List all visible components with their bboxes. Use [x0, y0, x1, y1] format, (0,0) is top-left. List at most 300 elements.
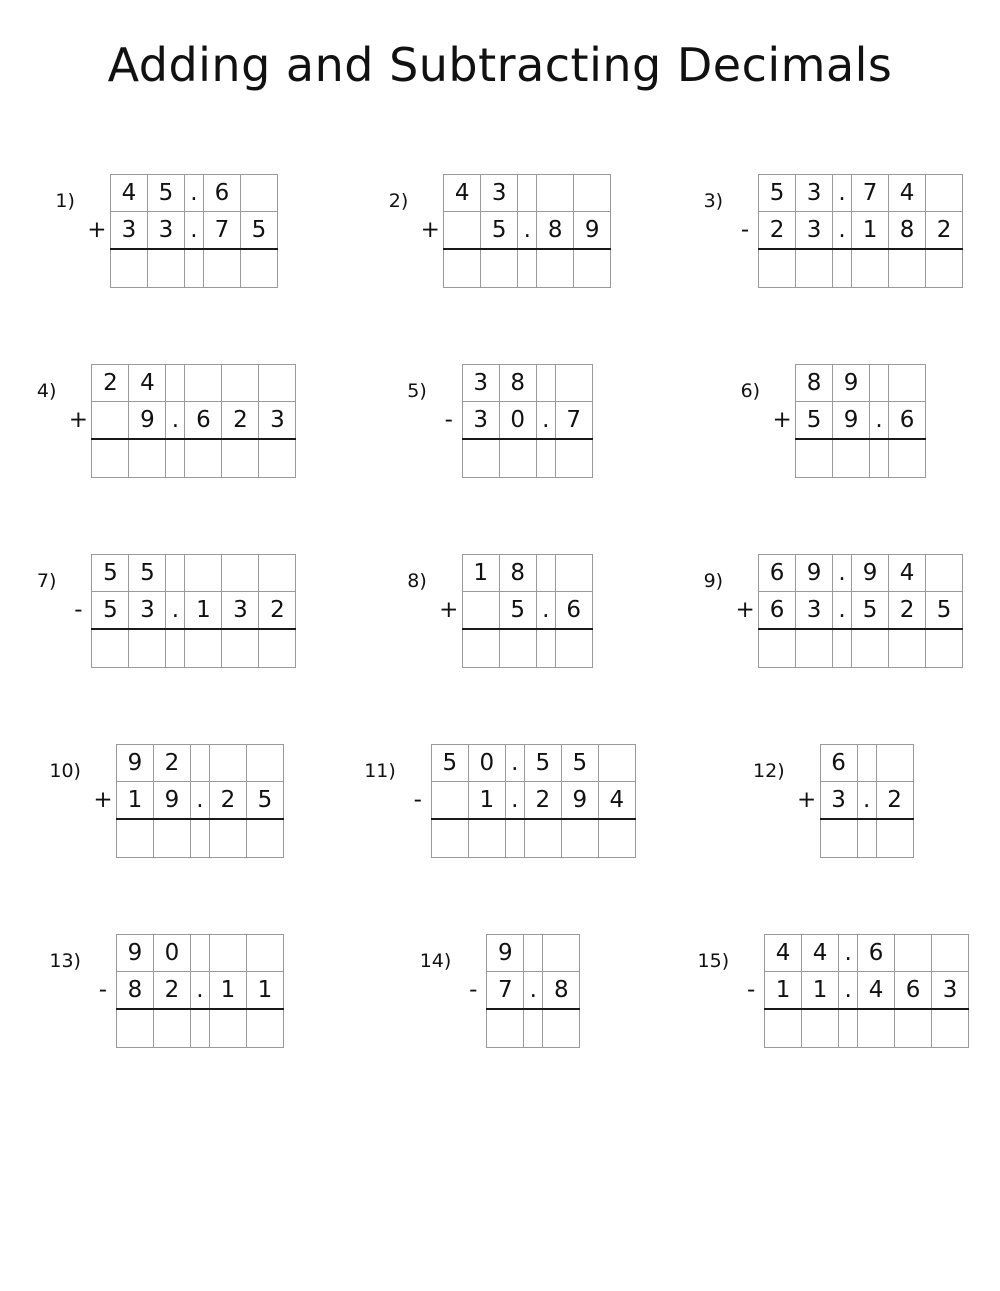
bottom-operand-cell: 5 [796, 402, 833, 440]
top-operand-cell: 5 [92, 555, 129, 592]
answer-cell[interactable] [759, 249, 796, 288]
bottom-operand-cell: . [536, 592, 555, 630]
answer-cell[interactable] [153, 819, 190, 858]
bottom-operand-cell: 0 [499, 402, 536, 440]
top-operand-row [436, 365, 593, 402]
bottom-operand-cell: 7 [203, 212, 240, 250]
top-operand-cell: 1 [462, 555, 499, 592]
bottom-operand-cell: 1 [468, 782, 505, 820]
problem-inner [741, 364, 927, 478]
top-operand-row [436, 555, 593, 592]
answer-cell[interactable] [555, 439, 592, 478]
answer-cell[interactable] [536, 439, 555, 478]
operator-spacer [436, 555, 463, 592]
answer-cell[interactable] [153, 1009, 190, 1048]
top-operand-cell: 7 [852, 175, 889, 212]
answer-cell[interactable] [203, 249, 240, 288]
top-operand-cell: 2 [92, 365, 129, 402]
answer-cell[interactable] [92, 629, 129, 668]
answer-cell[interactable] [833, 249, 852, 288]
problem-inner [389, 174, 612, 288]
answer-cell[interactable] [190, 819, 209, 858]
top-operand-cell [555, 365, 592, 402]
answer-cell[interactable] [876, 819, 913, 858]
vertical-sum-table [436, 364, 593, 478]
bottom-operand-cell: 7 [487, 972, 524, 1010]
top-operand-cell [870, 365, 889, 402]
answer-cell[interactable] [839, 1009, 858, 1048]
answer-cell[interactable] [209, 819, 246, 858]
top-operand-cell [536, 365, 555, 402]
answer-row[interactable] [65, 629, 296, 668]
bottom-operand-cell: . [870, 402, 889, 440]
top-operand-cell [895, 935, 932, 972]
answer-cell[interactable] [796, 629, 833, 668]
answer-cell[interactable] [858, 1009, 895, 1048]
operator-sign: - [444, 407, 453, 434]
top-operand-cell [543, 935, 580, 972]
bottom-operand-cell: 9 [574, 212, 611, 250]
top-operand-cell: . [184, 175, 203, 212]
answer-cell[interactable] [481, 249, 518, 288]
bottom-operand-cell: 1 [185, 592, 222, 630]
answer-row-spacer [436, 439, 463, 478]
operator-spacer [769, 365, 796, 402]
bottom-operand-cell: . [833, 212, 852, 250]
answer-cell[interactable] [444, 249, 481, 288]
bottom-operand-cell: 6 [185, 402, 222, 440]
top-operand-cell [536, 555, 555, 592]
answer-cell[interactable] [889, 439, 926, 478]
top-operand-row [65, 555, 296, 592]
answer-row[interactable] [794, 819, 914, 858]
problem-number: 5) [407, 380, 427, 402]
bottom-operand-cell: 5 [240, 212, 277, 250]
problem-number: 11) [364, 760, 396, 782]
top-operand-cell [246, 935, 283, 972]
problem [667, 164, 1000, 354]
bottom-operand-cell: . [166, 592, 185, 630]
answer-cell[interactable] [802, 1009, 839, 1048]
bottom-operand-cell: 3 [462, 402, 499, 440]
bottom-operand-cell: 6 [759, 592, 796, 630]
bottom-operand-cell: . [857, 782, 876, 820]
operator-spacer [405, 745, 432, 782]
operator-spacer [90, 935, 117, 972]
problem-number: 6) [740, 380, 761, 402]
bottom-operand-cell: 2 [524, 782, 561, 820]
answer-cell[interactable] [833, 439, 870, 478]
answer-row[interactable] [732, 629, 963, 668]
problem-inner [698, 934, 970, 1048]
vertical-sum-table [769, 364, 926, 478]
bottom-operand-cell: 3 [259, 402, 296, 440]
bottom-operand-row [794, 782, 914, 820]
problem-inner [407, 554, 593, 668]
answer-row[interactable] [436, 629, 593, 668]
answer-cell[interactable] [222, 629, 259, 668]
top-operand-row [405, 745, 636, 782]
top-operand-cell: 4 [444, 175, 481, 212]
operator-spacer [417, 175, 444, 212]
answer-cell[interactable] [110, 249, 147, 288]
bottom-operand-row [417, 212, 611, 250]
answer-cell[interactable] [116, 1009, 153, 1048]
answer-cell[interactable] [796, 249, 833, 288]
answer-row-spacer [65, 439, 92, 478]
bottom-operand-cell: 7 [555, 402, 592, 440]
page-title: Adding and Subtracting Decimals [107, 38, 893, 92]
top-operand-cell: 6 [820, 745, 857, 782]
problem-number: 8) [407, 570, 427, 592]
top-operand-cell: 0 [468, 745, 505, 782]
answer-row-spacer [90, 819, 117, 858]
operator-spacer [732, 555, 759, 592]
bottom-operand-cell: . [190, 972, 209, 1010]
answer-row-spacer [460, 1009, 487, 1048]
bottom-operand-cell: . [833, 592, 852, 630]
answer-cell[interactable] [129, 629, 166, 668]
answer-cell[interactable] [518, 249, 537, 288]
answer-row[interactable] [417, 249, 611, 288]
vertical-sum-table [732, 174, 963, 288]
answer-cell[interactable] [431, 819, 468, 858]
answer-cell[interactable] [765, 1009, 802, 1048]
answer-cell[interactable] [259, 629, 296, 668]
bottom-operand-cell: 9 [833, 402, 870, 440]
answer-row-spacer [65, 629, 92, 668]
answer-row[interactable] [738, 1009, 969, 1048]
problem-inner [49, 744, 284, 858]
answer-row-spacer [732, 629, 759, 668]
bottom-operand-cell: 6 [555, 592, 592, 630]
top-operand-cell [524, 935, 543, 972]
bottom-operand-cell: 8 [116, 972, 153, 1010]
bottom-operand-row [65, 592, 296, 630]
bottom-operand-cell: . [190, 782, 209, 820]
answer-row[interactable] [405, 819, 636, 858]
operator-spacer [65, 555, 92, 592]
bottom-operand-cell [462, 592, 499, 630]
answer-cell[interactable] [462, 439, 499, 478]
top-operand-cell [876, 745, 913, 782]
bottom-operand-cell: 2 [259, 592, 296, 630]
top-operand-cell [246, 745, 283, 782]
answer-row-spacer [769, 439, 796, 478]
answer-cell[interactable] [857, 819, 876, 858]
answer-row-spacer [405, 819, 432, 858]
answer-row[interactable] [732, 249, 963, 288]
bottom-operand-cell: 4 [598, 782, 635, 820]
problem [0, 164, 333, 354]
top-operand-cell: 5 [524, 745, 561, 782]
answer-cell[interactable] [222, 439, 259, 478]
top-operand-cell: 9 [116, 745, 153, 782]
top-operand-cell [222, 555, 259, 592]
bottom-operand-row [65, 402, 296, 440]
vertical-sum-table [90, 744, 284, 858]
answer-cell[interactable] [561, 819, 598, 858]
operator-sign: + [68, 407, 89, 434]
problem-number: 3) [703, 190, 724, 212]
answer-cell[interactable] [129, 439, 166, 478]
answer-row[interactable] [65, 439, 296, 478]
bottom-operand-cell [431, 782, 468, 820]
top-operand-cell [574, 175, 611, 212]
bottom-operand-cell: . [184, 212, 203, 250]
bottom-operand-cell: 3 [796, 592, 833, 630]
answer-cell[interactable] [895, 1009, 932, 1048]
answer-cell[interactable] [926, 629, 963, 668]
bottom-operand-cell: 2 [926, 212, 963, 250]
bottom-operand-cell: 1 [765, 972, 802, 1010]
bottom-operand-cell: . [518, 212, 537, 250]
top-operand-cell [537, 175, 574, 212]
answer-cell[interactable] [246, 819, 283, 858]
answer-cell[interactable] [209, 1009, 246, 1048]
bottom-operand-cell: . [839, 972, 858, 1010]
answer-row[interactable] [84, 249, 278, 288]
answer-cell[interactable] [147, 249, 184, 288]
operator-sign: - [469, 977, 478, 1004]
vertical-sum-table [90, 934, 284, 1048]
top-operand-cell: 9 [852, 555, 889, 592]
vertical-sum-table [460, 934, 580, 1048]
top-operand-cell: 6 [858, 935, 895, 972]
bottom-operand-cell: 4 [858, 972, 895, 1010]
bottom-operand-cell: 1 [802, 972, 839, 1010]
top-operand-cell: 3 [796, 175, 833, 212]
bottom-operand-cell: 3 [796, 212, 833, 250]
answer-cell[interactable] [462, 629, 499, 668]
vertical-sum-table [732, 554, 963, 668]
problem-number: 1) [55, 190, 75, 212]
top-operand-row [417, 175, 611, 212]
answer-cell[interactable] [574, 249, 611, 288]
top-operand-cell: 5 [129, 555, 166, 592]
problem-number: 2) [388, 190, 409, 212]
top-operand-cell: 5 [431, 745, 468, 782]
answer-cell[interactable] [166, 629, 185, 668]
top-operand-cell: 5 [759, 175, 796, 212]
problem [333, 924, 666, 1114]
answer-cell[interactable] [259, 439, 296, 478]
problem [333, 544, 666, 734]
problems-grid [0, 164, 1000, 1114]
problem [0, 734, 333, 924]
problem-inner [37, 364, 297, 478]
operator-sign: - [98, 977, 108, 1004]
operator-sign: + [772, 407, 792, 434]
bottom-operand-cell: 9 [561, 782, 598, 820]
top-operand-cell: 4 [889, 175, 926, 212]
bottom-operand-row [732, 212, 963, 250]
answer-cell[interactable] [116, 819, 153, 858]
bottom-operand-cell: 9 [129, 402, 166, 440]
bottom-operand-cell: 1 [246, 972, 283, 1010]
operator-sign: + [87, 217, 107, 244]
top-operand-cell: 6 [759, 555, 796, 592]
answer-cell[interactable] [92, 439, 129, 478]
problem [0, 924, 333, 1114]
bottom-operand-cell: 6 [895, 972, 932, 1010]
bottom-operand-cell: . [505, 782, 524, 820]
top-operand-row [769, 365, 926, 402]
bottom-operand-cell: 3 [110, 212, 147, 250]
answer-cell[interactable] [524, 819, 561, 858]
bottom-operand-cell: 5 [926, 592, 963, 630]
problem-inner [704, 174, 964, 288]
problem-number: 15) [697, 950, 730, 972]
vertical-sum-table [84, 174, 278, 288]
problem-number: 14) [419, 950, 452, 972]
top-operand-row [65, 365, 296, 402]
top-operand-cell [166, 555, 185, 592]
answer-cell[interactable] [190, 1009, 209, 1048]
bottom-operand-row [732, 592, 963, 630]
operator-spacer [65, 365, 92, 402]
operator-spacer [90, 745, 117, 782]
bottom-operand-cell: 2 [759, 212, 796, 250]
top-operand-cell [259, 555, 296, 592]
answer-cell[interactable] [796, 439, 833, 478]
bottom-operand-cell: 1 [209, 972, 246, 1010]
answer-cell[interactable] [246, 1009, 283, 1048]
answer-row-spacer [794, 819, 821, 858]
answer-cell[interactable] [598, 819, 635, 858]
top-operand-cell [166, 365, 185, 402]
answer-cell[interactable] [166, 439, 185, 478]
bottom-operand-cell: 5 [852, 592, 889, 630]
top-operand-cell [190, 745, 209, 782]
answer-cell[interactable] [889, 249, 926, 288]
bottom-operand-cell: 8 [537, 212, 574, 250]
bottom-operand-row [436, 402, 593, 440]
top-operand-cell: 8 [499, 365, 536, 402]
answer-cell[interactable] [543, 1009, 580, 1048]
answer-cell[interactable] [852, 629, 889, 668]
problem [333, 164, 666, 354]
bottom-operand-cell: 3 [222, 592, 259, 630]
operator-spacer [794, 745, 821, 782]
operator-sign: + [420, 217, 440, 244]
problem-inner [55, 174, 278, 288]
top-operand-cell: 2 [153, 745, 190, 782]
top-operand-cell: . [833, 555, 852, 592]
vertical-sum-table [405, 744, 636, 858]
vertical-sum-table [794, 744, 914, 858]
problem-number: 9) [703, 570, 724, 592]
answer-cell[interactable] [240, 249, 277, 288]
bottom-operand-cell: 5 [246, 782, 283, 820]
bottom-operand-cell: . [524, 972, 543, 1010]
problem [0, 544, 333, 734]
top-operand-cell [240, 175, 277, 212]
answer-cell[interactable] [820, 819, 857, 858]
top-operand-row [732, 555, 963, 592]
answer-cell[interactable] [870, 439, 889, 478]
top-operand-cell [926, 555, 963, 592]
top-operand-row [90, 745, 284, 782]
bottom-operand-cell: 2 [876, 782, 913, 820]
bottom-operand-row [460, 972, 580, 1010]
bottom-operand-cell [92, 402, 129, 440]
answer-cell[interactable] [536, 629, 555, 668]
answer-cell[interactable] [555, 629, 592, 668]
bottom-operand-cell: 5 [92, 592, 129, 630]
vertical-sum-table [65, 364, 296, 478]
answer-cell[interactable] [524, 1009, 543, 1048]
answer-row-spacer [84, 249, 111, 288]
answer-cell[interactable] [932, 1009, 969, 1048]
answer-row[interactable] [460, 1009, 580, 1048]
top-operand-cell: . [839, 935, 858, 972]
bottom-operand-cell: 6 [889, 402, 926, 440]
operator-spacer [84, 175, 111, 212]
operator-sign: - [74, 597, 83, 624]
bottom-operand-cell: 5 [499, 592, 536, 630]
top-operand-cell: 8 [499, 555, 536, 592]
top-operand-cell: 6 [203, 175, 240, 212]
answer-cell[interactable] [852, 249, 889, 288]
top-operand-cell [932, 935, 969, 972]
answer-cell[interactable] [926, 249, 963, 288]
operator-spacer [460, 935, 487, 972]
top-operand-row [90, 935, 284, 972]
answer-cell[interactable] [487, 1009, 524, 1048]
top-operand-cell: 9 [116, 935, 153, 972]
vertical-sum-table [436, 554, 593, 668]
bottom-operand-cell: 3 [147, 212, 184, 250]
answer-row[interactable] [90, 819, 284, 858]
bottom-operand-row [769, 402, 926, 440]
answer-cell[interactable] [185, 439, 222, 478]
answer-cell[interactable] [184, 249, 203, 288]
problem [333, 734, 666, 924]
bottom-operand-row [436, 592, 593, 630]
answer-cell[interactable] [833, 629, 852, 668]
answer-row[interactable] [90, 1009, 284, 1048]
answer-cell[interactable] [505, 819, 524, 858]
top-operand-cell [926, 175, 963, 212]
top-operand-cell: . [505, 745, 524, 782]
answer-cell[interactable] [537, 249, 574, 288]
top-operand-cell [259, 365, 296, 402]
answer-row[interactable] [769, 439, 926, 478]
answer-cell[interactable] [468, 819, 505, 858]
answer-cell[interactable] [499, 629, 536, 668]
problem-number: 4) [36, 380, 57, 402]
answer-row[interactable] [436, 439, 593, 478]
answer-cell[interactable] [759, 629, 796, 668]
problem-inner [364, 744, 636, 858]
top-operand-cell: 5 [147, 175, 184, 212]
answer-cell[interactable] [889, 629, 926, 668]
problem-inner [753, 744, 914, 858]
bottom-operand-row [90, 972, 284, 1010]
top-operand-cell: 3 [462, 365, 499, 402]
answer-cell[interactable] [499, 439, 536, 478]
problem [0, 354, 333, 544]
bottom-operand-cell: 9 [153, 782, 190, 820]
top-operand-row [794, 745, 914, 782]
bottom-operand-cell: 2 [889, 592, 926, 630]
operator-spacer [732, 175, 759, 212]
operator-spacer [738, 935, 765, 972]
answer-row-spacer [417, 249, 444, 288]
bottom-operand-row [405, 782, 636, 820]
answer-cell[interactable] [185, 629, 222, 668]
